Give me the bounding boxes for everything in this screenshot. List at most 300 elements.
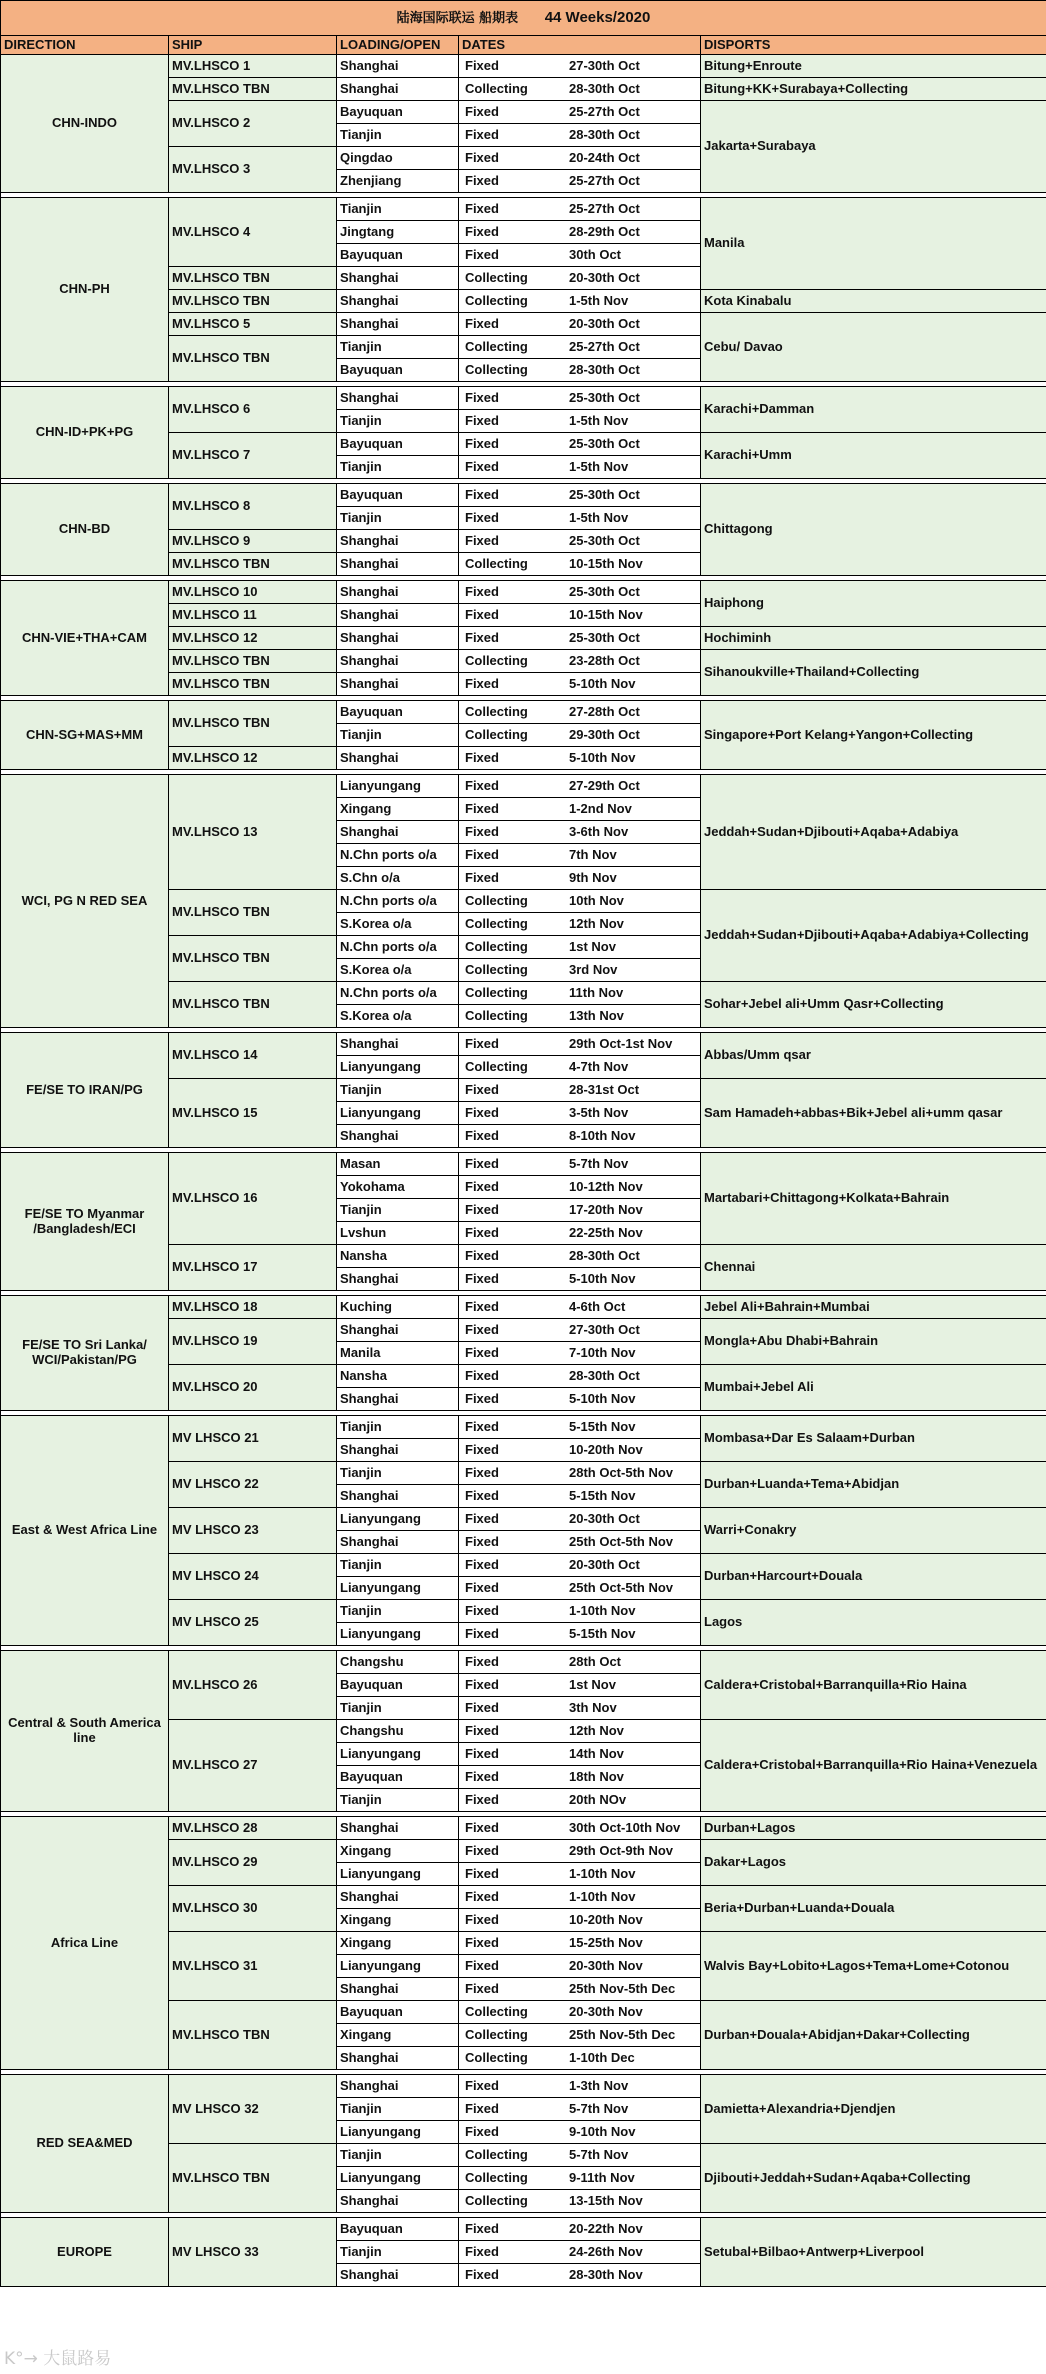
ship-name: MV.LHSCO 30 [169,1886,337,1932]
ship-name: MV.LHSCO 6 [169,387,337,433]
booking-status: Fixed [465,1418,499,1434]
booking-status: Fixed [465,486,499,502]
booking-status: Fixed [465,1270,499,1286]
date-range: 18th Nov [569,1768,624,1784]
ship-name: MV.LHSCO 8 [169,484,337,530]
dates-cell [459,1102,701,1125]
booking-status: Collecting [465,338,528,354]
date-range: 5-15th Nov [569,1487,636,1503]
loading-port: S.Chn o/a [337,867,459,890]
loading-port: Lianyungang [337,1623,459,1646]
dates-cell [459,507,701,530]
date-range: 1-3th Nov [569,2077,629,2093]
date-range: 13th Nov [569,1007,624,1023]
schedule-row [1,581,1046,604]
ship-name: MV.LHSCO 2 [169,101,337,147]
dates-cell [459,124,701,147]
date-range: 9-11th Nov [569,2169,635,2185]
ship-name: MV.LHSCO 17 [169,1245,337,1291]
date-range: 5-10th Nov [569,749,636,765]
dates-cell [459,627,701,650]
loading-port: Tianjin [337,1416,459,1439]
ship-name: MV.LHSCO TBN [169,650,337,673]
date-range: 25th Nov-5th Dec [569,2026,676,2042]
title-row [1,1,1046,36]
dates-cell [459,170,701,193]
booking-status: Collecting [465,2003,528,2019]
ship-name: MV.LHSCO 29 [169,1840,337,1886]
date-range: 5-15th Nov [569,1418,636,1434]
date-range: 28-30th Nov [569,2266,643,2282]
date-range: 25-27th Oct [569,172,640,188]
dates-cell [459,798,701,821]
date-range: 28-30th Oct [569,126,640,142]
booking-status: Fixed [465,2100,499,2116]
loading-port: Nansha [337,1365,459,1388]
loading-port: Tianjin [337,198,459,221]
dates-cell [459,1886,701,1909]
booking-status: Fixed [465,823,499,839]
date-range: 1-10th Nov [569,1865,636,1881]
dates-cell [459,1674,701,1697]
booking-status: Fixed [465,1653,499,1669]
dates-cell [459,1199,701,1222]
dates-cell [459,267,701,290]
booking-status: Fixed [465,1842,499,1858]
booking-status: Fixed [465,1464,499,1480]
week-label: 44 Weeks/2020 [544,9,651,27]
loading-port: Bayuquan [337,484,459,507]
loading-port: Shanghai [337,1268,459,1291]
loading-port: Shanghai [337,650,459,673]
booking-status: Collecting [465,703,528,719]
dates-cell [459,1319,701,1342]
loading-port: Lianyungang [337,1508,459,1531]
ship-name: MV.LHSCO TBN [169,336,337,382]
loading-port: Bayuquan [337,2001,459,2024]
disports-cell: Jeddah+Sudan+Djibouti+Aqaba+Adabiya+Collecting [701,890,1046,982]
ship-name: MV.LHSCO 10 [169,581,337,604]
booking-status: Fixed [465,315,499,331]
date-range: 3th Nov [569,1699,617,1715]
booking-status: Fixed [465,1888,499,1904]
dates-cell [459,336,701,359]
loading-port: Tianjin [337,1079,459,1102]
ship-name: MV.LHSCO 26 [169,1651,337,1720]
booking-status: Fixed [465,509,499,525]
date-range: 10-20th Nov [569,1441,643,1457]
loading-port: Xingang [337,1840,459,1863]
dates-cell [459,844,701,867]
dates-cell [459,1342,701,1365]
booking-status: Fixed [465,223,499,239]
loading-port: Lianyungang [337,2121,459,2144]
ship-name: MV.LHSCO 28 [169,1817,337,1840]
dates-cell [459,1125,701,1148]
loading-port: Bayuquan [337,701,459,724]
booking-status: Fixed [465,1676,499,1692]
date-range: 4-7th Nov [569,1058,629,1074]
booking-status: Fixed [465,149,499,165]
booking-status: Collecting [465,2192,528,2208]
ship-name: MV.LHSCO 31 [169,1932,337,2001]
ship-name: MV.LHSCO TBN [169,267,337,290]
date-range: 1-5th Nov [569,292,629,308]
watermark: K°→ 大鼠路易 [4,2349,112,2369]
dates-cell [459,456,701,479]
schedule-row [1,387,1046,410]
booking-status: Fixed [465,2123,499,2139]
loading-port: Tianjin [337,1462,459,1485]
dates-cell [459,604,701,627]
loading-port: Shanghai [337,1817,459,1840]
disports-cell: Bitung+Enroute [701,55,1046,78]
ship-name: MV.LHSCO 18 [169,1296,337,1319]
date-range: 29th Oct-1st Nov [569,1035,673,1051]
loading-port: N.Chn ports o/a [337,936,459,959]
booking-status: Fixed [465,1533,499,1549]
dates-cell [459,959,701,982]
ship-name: MV.LHSCO 11 [169,604,337,627]
date-range: 25-30th Oct [569,629,640,645]
booking-status: Fixed [465,1127,499,1143]
booking-status: Fixed [465,1298,499,1314]
loading-port: Tianjin [337,724,459,747]
booking-status: Fixed [465,532,499,548]
date-range: 25-30th Oct [569,389,640,405]
schedule-row [1,55,1046,78]
dates-cell [459,1439,701,1462]
disports-cell: Djibouti+Jeddah+Sudan+Aqaba+Collecting [701,2144,1046,2213]
dates-cell [459,2098,701,2121]
disports-cell: Cebu/ Davao [701,313,1046,382]
ship-name: MV LHSCO 24 [169,1554,337,1600]
dates-cell [459,1005,701,1028]
loading-port: Bayuquan [337,2218,459,2241]
loading-port: N.Chn ports o/a [337,982,459,1005]
booking-status: Collecting [465,915,528,931]
loading-port: Manila [337,1342,459,1365]
loading-port: Shanghai [337,1485,459,1508]
loading-port: Shanghai [337,1033,459,1056]
disports-cell: Beria+Durban+Luanda+Douala [701,1886,1046,1932]
loading-port: Kuching [337,1296,459,1319]
date-range: 10-15th Nov [569,606,643,622]
dates-cell [459,290,701,313]
dates-cell [459,1033,701,1056]
header-dates: DATES [459,36,701,55]
title-cell [1,1,1046,36]
loading-port: Bayuquan [337,433,459,456]
date-range: 25th Oct-5th Nov [569,1579,674,1595]
loading-port: Lianyungang [337,1577,459,1600]
schedule-row [1,2075,1046,2098]
loading-port: Shanghai [337,1125,459,1148]
booking-status: Fixed [465,1934,499,1950]
loading-port: Tianjin [337,1789,459,1812]
booking-status: Fixed [465,1367,499,1383]
booking-status: Collecting [465,2169,528,2185]
ship-name: MV.LHSCO 19 [169,1319,337,1365]
dates-cell [459,244,701,267]
dates-cell [459,147,701,170]
ship-name: MV.LHSCO TBN [169,553,337,576]
date-range: 10-20th Nov [569,1911,643,1927]
booking-status: Fixed [465,1602,499,1618]
disports-cell: Mongla+Abu Dhabi+Bahrain [701,1319,1046,1365]
booking-status: Collecting [465,2026,528,2042]
dates-cell [459,1056,701,1079]
booking-status: Collecting [465,269,528,285]
header-loading: LOADING/OPEN [337,36,459,55]
date-range: 15-25th Nov [569,1934,643,1950]
disports-cell: Martabari+Chittagong+Kolkata+Bahrain [701,1153,1046,1245]
booking-status: Fixed [465,1625,499,1641]
date-range: 25-30th Oct [569,583,640,599]
dates-cell [459,78,701,101]
loading-port: Shanghai [337,55,459,78]
date-range: 1st Nov [569,938,616,954]
dates-cell [459,1577,701,1600]
dates-cell [459,775,701,798]
direction-cell: CHN-BD [1,484,169,576]
ship-name: MV.LHSCO TBN [169,936,337,982]
disports-cell: Chittagong [701,484,1046,576]
date-range: 17-20th Nov [569,1201,643,1217]
dates-cell [459,1697,701,1720]
booking-status: Fixed [465,1487,499,1503]
booking-status: Fixed [465,126,499,142]
dates-cell [459,1909,701,1932]
direction-cell: FE/SE TO IRAN/PG [1,1033,169,1148]
date-range: 5-10th Nov [569,1390,636,1406]
loading-port: Shanghai [337,78,459,101]
disports-cell: Kota Kinabalu [701,290,1046,313]
loading-port: Shanghai [337,530,459,553]
date-range: 1-10th Nov [569,1602,636,1618]
dates-cell [459,2075,701,2098]
header-row [1,36,1046,55]
dates-cell [459,2218,701,2241]
booking-status: Fixed [465,2266,499,2282]
date-range: 25-27th Oct [569,338,640,354]
booking-status: Fixed [465,1768,499,1784]
loading-port: Lianyungang [337,1056,459,1079]
dates-cell [459,1245,701,1268]
disports-cell: Manila [701,198,1046,290]
disports-cell: Sohar+Jebel ali+Umm Qasr+Collecting [701,982,1046,1028]
ship-name: MV.LHSCO 16 [169,1153,337,1245]
loading-port: Tianjin [337,1199,459,1222]
disports-cell: Warri+Conakry [701,1508,1046,1554]
date-range: 20-24th Oct [569,149,640,165]
booking-status: Fixed [465,1247,499,1263]
ship-name: MV.LHSCO 12 [169,627,337,650]
date-range: 28-30th Oct [569,1367,640,1383]
disports-cell: Jebel Ali+Bahrain+Mumbai [701,1296,1046,1319]
date-range: 9-10th Nov [569,2123,636,2139]
dates-cell [459,1531,701,1554]
date-range: 27-30th Oct [569,1321,640,1337]
date-range: 20-30th Oct [569,1556,640,1572]
dates-cell [459,553,701,576]
booking-status: Fixed [465,1224,499,1240]
disports-cell: Abbas/Umm qsar [701,1033,1046,1079]
date-range: 23-28th Oct [569,652,640,668]
dates-cell [459,1554,701,1577]
dates-cell [459,650,701,673]
dates-cell [459,2024,701,2047]
booking-status: Collecting [465,938,528,954]
booking-status: Fixed [465,1321,499,1337]
direction-cell: CHN-ID+PK+PG [1,387,169,479]
ship-name: MV.LHSCO 9 [169,530,337,553]
loading-port: Tianjin [337,124,459,147]
date-range: 3-6th Nov [569,823,629,839]
date-range: 25-30th Oct [569,486,640,502]
booking-status: Fixed [465,1344,499,1360]
loading-port: Shanghai [337,553,459,576]
dates-cell [459,2121,701,2144]
loading-port: Xingang [337,1909,459,1932]
loading-port: N.Chn ports o/a [337,844,459,867]
date-range: 14th Nov [569,1745,624,1761]
loading-port: Shanghai [337,821,459,844]
booking-status: Fixed [465,1201,499,1217]
loading-port: Shanghai [337,604,459,627]
header-ship: SHIP [169,36,337,55]
date-range: 3-5th Nov [569,1104,629,1120]
date-range: 25-27th Oct [569,103,640,119]
loading-port: Tianjin [337,2241,459,2264]
date-range: 1-2nd Nov [569,800,632,816]
loading-port: Bayuquan [337,359,459,382]
loading-port: Shanghai [337,747,459,770]
booking-status: Collecting [465,1058,528,1074]
loading-port: Tianjin [337,1697,459,1720]
date-range: 30th Oct [569,246,622,262]
schedule-row [1,1153,1046,1176]
direction-cell: Central & South America line [1,1651,169,1812]
booking-status: Fixed [465,57,499,73]
loading-port: Lianyungang [337,1102,459,1125]
date-range: 20-30th Nov [569,2003,643,2019]
dates-cell [459,890,701,913]
loading-port: Shanghai [337,581,459,604]
loading-port: Masan [337,1153,459,1176]
date-range: 20-30th Oct [569,269,640,285]
direction-cell: WCI, PG N RED SEA [1,775,169,1028]
booking-status: Fixed [465,869,499,885]
dates-cell [459,433,701,456]
date-range: 27-28th Oct [569,703,640,719]
dates-cell [459,747,701,770]
loading-port: Tianjin [337,2098,459,2121]
date-range: 7th Nov [569,846,617,862]
dates-cell [459,1296,701,1319]
loading-port: Shanghai [337,313,459,336]
booking-status: Collecting [465,80,528,96]
dates-cell [459,1743,701,1766]
booking-status: Fixed [465,412,499,428]
date-range: 28-30th Oct [569,361,640,377]
loading-port: Shanghai [337,2264,459,2287]
direction-cell: FE/SE TO Sri Lanka/ WCI/Pakistan/PG [1,1296,169,1411]
booking-status: Fixed [465,800,499,816]
loading-port: Shanghai [337,1531,459,1554]
date-range: 5-7th Nov [569,2100,629,2116]
date-range: 28-30th Oct [569,80,640,96]
loading-port: Tianjin [337,410,459,433]
booking-status: Collecting [465,555,528,571]
date-range: 28-31st Oct [569,1081,640,1097]
date-range: 25-27th Oct [569,200,640,216]
dates-cell [459,1623,701,1646]
loading-port: Xingang [337,798,459,821]
loading-port: Tianjin [337,456,459,479]
loading-port: Lianyungang [337,1955,459,1978]
loading-port: Tianjin [337,2144,459,2167]
booking-status: Collecting [465,892,528,908]
disports-cell: Dakar+Lagos [701,1840,1046,1886]
dates-cell [459,359,701,382]
loading-port: S.Korea o/a [337,1005,459,1028]
ship-name: MV LHSCO 32 [169,2075,337,2144]
booking-status: Collecting [465,2049,528,2065]
dates-cell [459,1863,701,1886]
loading-port: Shanghai [337,2047,459,2070]
loading-port: Nansha [337,1245,459,1268]
dates-cell [459,821,701,844]
dates-cell [459,2241,701,2264]
date-range: 27-30th Oct [569,57,640,73]
date-range: 10-12th Nov [569,1178,643,1194]
direction-cell: East & West Africa Line [1,1416,169,1646]
booking-status: Fixed [465,103,499,119]
loading-port: Bayuquan [337,244,459,267]
disports-cell: Lagos [701,1600,1046,1646]
disports-cell: Jakarta+Surabaya [701,101,1046,193]
ship-name: MV.LHSCO TBN [169,982,337,1028]
disports-cell: Mombasa+Dar Es Salaam+Durban [701,1416,1046,1462]
schedule-row [1,2218,1046,2241]
booking-status: Collecting [465,652,528,668]
dates-cell [459,2047,701,2070]
date-range: 11th Nov [569,984,624,1000]
booking-status: Collecting [465,2146,528,2162]
booking-status: Fixed [465,583,499,599]
dates-cell [459,55,701,78]
loading-port: Shanghai [337,290,459,313]
date-range: 1-5th Nov [569,458,629,474]
ship-name: MV.LHSCO TBN [169,2001,337,2070]
ship-name: MV.LHSCO TBN [169,890,337,936]
ship-name: MV.LHSCO 7 [169,433,337,479]
booking-status: Fixed [465,1178,499,1194]
date-range: 25th Oct-5th Nov [569,1533,674,1549]
loading-port: Tianjin [337,336,459,359]
disports-cell: Setubal+Bilbao+Antwerp+Liverpool [701,2218,1046,2287]
ship-name: MV.LHSCO TBN [169,290,337,313]
loading-port: Shanghai [337,1439,459,1462]
dates-cell [459,936,701,959]
booking-status: Fixed [465,1579,499,1595]
date-range: 10-15th Nov [569,555,643,571]
date-range: 5-10th Nov [569,1270,636,1286]
loading-port: S.Korea o/a [337,913,459,936]
booking-status: Collecting [465,292,528,308]
direction-cell: RED SEA&MED [1,2075,169,2213]
